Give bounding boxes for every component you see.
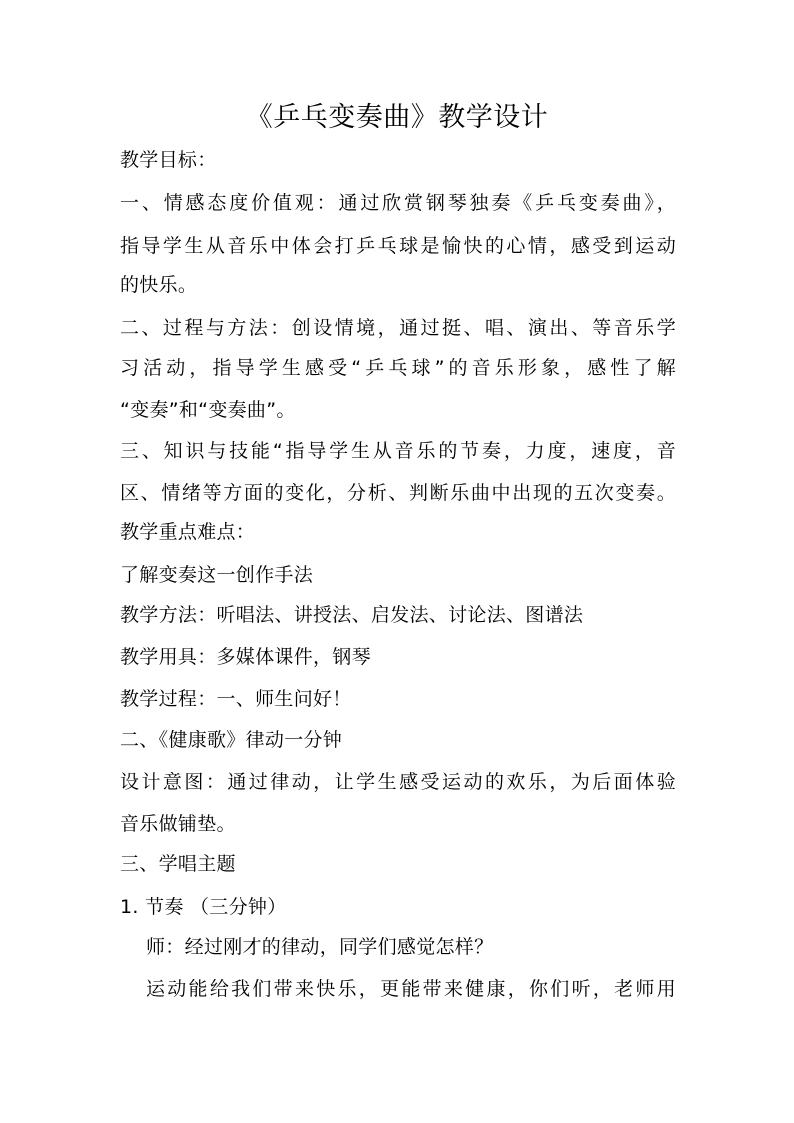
paragraph-line: 教学方法：听唱法、讲授法、启发法、讨论法、图谱法 [120, 604, 584, 626]
paragraph-line: 音乐做铺垫。 [120, 813, 236, 835]
paragraph-line: 教学重点难点： [120, 521, 256, 543]
document-title: 《乒乓变奏曲》教学设计 [245, 102, 549, 133]
paragraph-line: 一、情感态度价值观：通过欣赏钢琴独奏《乒乓变奏曲》， [120, 192, 676, 214]
paragraph-line: 运动能给我们带来快乐，更能带来健康，你们听，老师用 [146, 978, 676, 1000]
paragraph-line: “变奏”和“变奏曲”。 [120, 399, 296, 421]
paragraph-line: 教学用具：多媒体课件，钢琴 [120, 646, 371, 668]
paragraph-line: 师：经过刚才的律动，同学们感觉怎样？ [146, 936, 494, 958]
paragraph-line: 教学过程：一、师生问好！ [120, 688, 352, 710]
paragraph-line: 习活动，指导学生感受“乒乓球”的音乐形象，感性了解 [120, 357, 676, 379]
paragraph-line: 1. 节奏 （三分钟） [120, 896, 287, 918]
paragraph-line: 了解变奏这一创作手法 [120, 564, 314, 586]
paragraph-line: 三、知识与技能“指导学生从音乐的节奏，力度，速度，音 [120, 440, 676, 462]
paragraph-line: 二、《健康歌》律动一分钟 [120, 729, 343, 751]
paragraph-line: 区、情绪等方面的变化，分析、判断乐曲中出现的五次变奏。 [120, 482, 676, 504]
paragraph-line: 指导学生从音乐中体会打乒乓球是愉快的心情，感受到运动 [120, 235, 676, 257]
paragraph-line: 设计意图：通过律动，让学生感受运动的欢乐，为后面体验 [120, 771, 676, 793]
paragraph-line: 二、过程与方法：创设情境，通过挺、唱、演出、等音乐学 [120, 317, 676, 339]
paragraph-line: 三、学唱主题 [120, 853, 236, 875]
paragraph-line: 的快乐。 [120, 274, 198, 296]
paragraph-line: 教学目标： [120, 149, 217, 171]
